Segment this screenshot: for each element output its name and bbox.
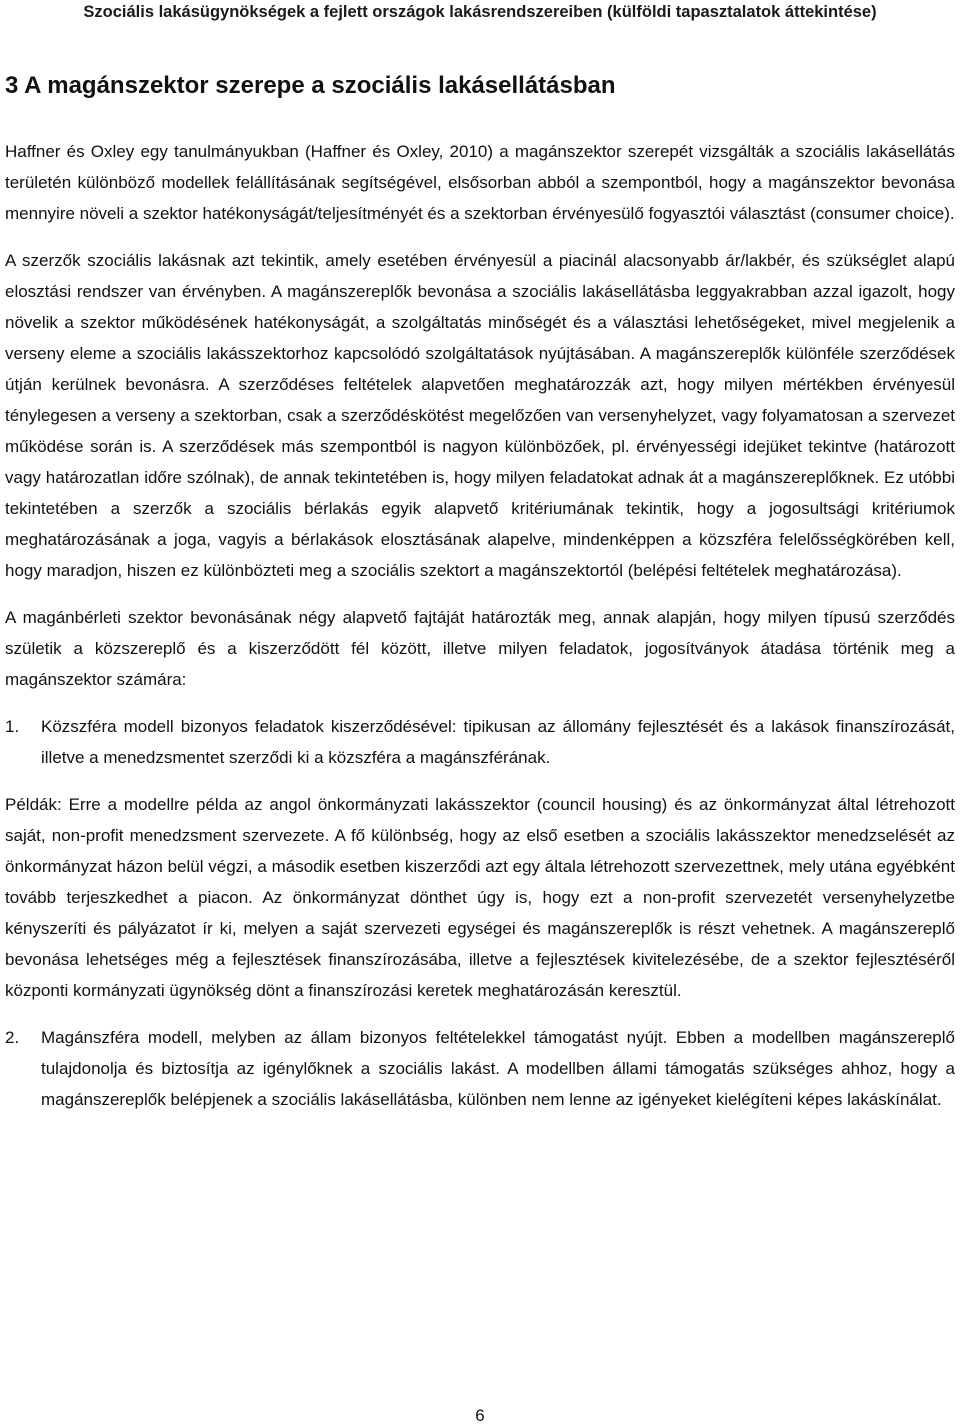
list-item-private-model [5,1022,955,1115]
list-item-text: Magánszféra modell, melyben az állam bizonyos feltételekkel támogatást nyújt. Ebben a modellben magánszereplő tulajdonolja és biztosítja az igénylőknek a szociális lakást. A modellben állami támogatás szükséges ahhoz, hogy a magánszereplők belépjenek a szociális lakásellátásba, különben nem lenne az igényeket kielégíteni képes lakáskínálat. [41,1028,955,1109]
list-item-number: 2. [5,1028,20,1047]
list-item-number: 1. [5,717,20,736]
paragraph-models-intro: A magánbérleti szektor bevonásának négy alapvető fajtáját határozták meg, annak alapján, hogy milyen típusú szerződés születik a közszereplő és a kiszerződött fél között, illetve milyen feladatok, jogosítványok átadása történik meg a magánszektor számára: [5,608,955,689]
paragraph-intro: Haffner és Oxley egy tanulmányukban (Haffner és Oxley, 2010) a magánszektor szerepét vizsgálták a szociális lakásellátás területén különböző modellek felállításának segítségével, elsősorban abból a szempontból, hogy a magánszektor bevonása mennyire növeli a szektor hatékonyságát/teljesítményét és a szektorban érvényesülő fogyasztói választást (consumer choice). [5,142,955,223]
paragraph-definition: A szerzők szociális lakásnak azt tekintik, amely esetében érvényesül a piacinál alacsonyabb ár/lakbér, és szükséglet alapú elosztási rendszer van érvényben. A magánszereplők bevonása a szociális lakásellátásba leggyakrabban azzal igazolt, hogy növelik a szektor működésének hatékonyságát, a szolgáltatás minőségét és a választási lehetőségeket, mivel megjelenik a verseny eleme a szociális lakásszektorhoz kapcsolódó szolgáltatások nyújtásában. A magánszereplők különféle szerződések útján kerülnek bevonásra. A szerződéses feltételek alapvetően meghatározzák azt, hogy milyen mértékben érvényesül ténylegesen a verseny a szektorban, csak a szerződéskötést megelőzően van versenyhelyzet, vagy folyamatosan a szervezet működése során is. A szerződések más szempontból is nagyon különbözőek, pl. érvényességi idejüket tekintve (határozott vagy határozatlan időre szólnak), de annak tekintetében is, hogy milyen feladatokat adnak át a magánszereplőknek. Ez utóbbi tekintetében a szerzők a szociális bérlakás egyik alapvető kritériumának tekintik, hogy a jogosultsági kritériumok meghatározásának a joga, vagyis a bérlakások elosztásának alapelve, mindenképpen a közszféra felelősségkörében kell, hogy maradjon, hiszen ez különbözteti meg a szociális szektort a magánszektortól (belépési feltételek meghatározása). [5,251,955,580]
page-number: 6 [475,1406,485,1425]
section-title: 3 A magánszektor szerepe a szociális lakásellátásban [5,72,616,99]
paragraph-examples: Példák: Erre a modellre példa az angol önkormányzati lakásszektor (council housing) és az önkormányzat által létrehozott saját, non-profit menedzsment szervezete. A fő különbség, hogy az első esetben a szociális lakásszektor menedzselését az önkormányzat házon belül végzi, a második esetben kiszerződi azt egy általa létrehozott szervezettnek, mely utána egyébként tovább terjeszkedhet a piacon. Az önkormányzat dönthet úgy is, hogy ezt a non-profit szervezetét versenyhelyzetbe kényszeríti és pályázatot ír ki, melyen a saját szervezeti egységei és magánszereplők is részt vehetnek. A magánszereplő bevonása lehetséges még a fejlesztések finanszírozásába, illetve a fejlesztések kivitelezésébe, de a szektor fejlesztéséről központi kormányzati ügynökség dönt a finanszírozási keretek meghatározásán keresztül. [5,795,955,1000]
list-item-public-model [5,711,955,773]
document-body [5,136,955,1115]
running-header: Szociális lakásügynökségek a fejlett országok lakásrendszereiben (külföldi tapasztalatok áttekintése) [83,3,877,21]
list-item-text: Közszféra modell bizonyos feladatok kiszerződésével: tipikusan az állomány fejlesztését és a lakások finanszírozását, illetve a menedzsmentet szerződi ki a közszféra a magánszférának. [41,717,955,767]
